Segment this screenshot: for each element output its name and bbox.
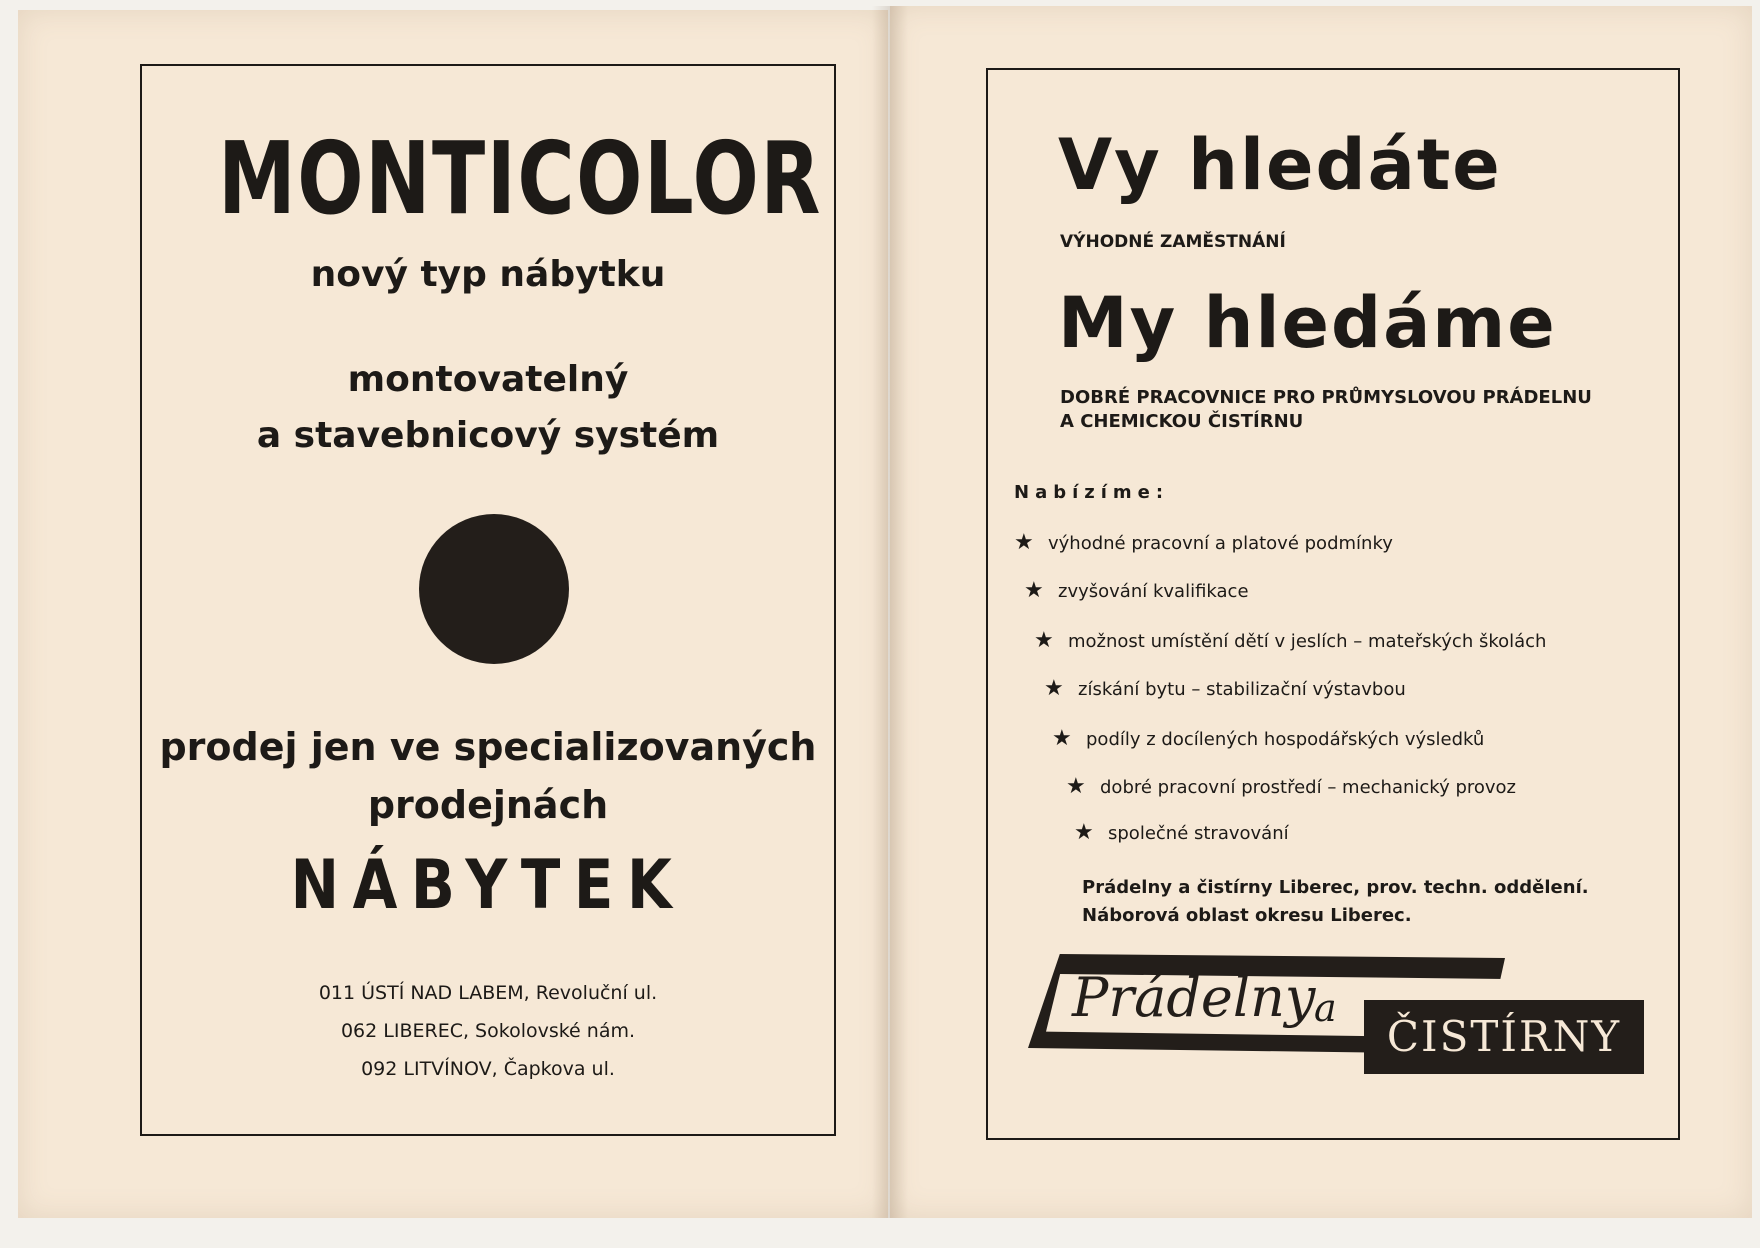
- offer-item: [1034, 628, 1546, 653]
- offer-text: výhodné pracovní a platové podmínky: [1048, 533, 1393, 554]
- address-line: 011 ÚSTÍ NAD LABEM, Revoluční ul.: [318, 982, 658, 1004]
- star-icon: ★: [1066, 774, 1086, 799]
- star-icon: ★: [1014, 530, 1034, 555]
- monticolor-ad: [140, 64, 836, 1136]
- offer-text: společné stravování: [1108, 823, 1289, 844]
- offer-item: [1066, 774, 1516, 799]
- subheadline-we-line: DOBRÉ PRACOVNICE PRO PRŮMYSLOVOU PRÁDELNU: [1060, 387, 1592, 408]
- address-list: [142, 974, 834, 1088]
- offer-text: zvyšování kvalifikace: [1058, 581, 1249, 602]
- feature-text: [142, 352, 834, 464]
- subheadline-we-line: A CHEMICKOU ČISTÍRNU: [1060, 411, 1304, 432]
- headline-we: My hledáme: [1058, 282, 1557, 364]
- sales-text: [142, 718, 834, 834]
- star-icon: ★: [1074, 820, 1094, 845]
- offer-item: [1052, 726, 1484, 751]
- logo-script-text: Prádelny: [1072, 966, 1316, 1029]
- headline-you: Vy hledáte: [1058, 124, 1502, 206]
- sales-line: prodej jen ve specializovaných: [159, 725, 817, 769]
- offer-text: podíly z docílených hospodářských výsledků: [1086, 729, 1485, 750]
- page-gutter: [872, 6, 908, 1218]
- subheadline-you: VÝHODNÉ ZAMĚSTNÁNÍ: [1060, 232, 1286, 252]
- feature-line: a stavebnicový systém: [256, 415, 720, 456]
- star-icon: ★: [1052, 726, 1072, 751]
- logo-box-text: ČISTÍRNY: [1364, 1000, 1644, 1074]
- offer-item: [1024, 578, 1249, 603]
- contact-line: Prádelny a čistírny Liberec, prov. techn. oddělení.: [1082, 877, 1589, 898]
- black-circle-icon: [419, 514, 569, 664]
- contact-line: Náborová oblast okresu Liberec.: [1082, 905, 1412, 926]
- star-icon: ★: [1044, 676, 1064, 701]
- star-icon: ★: [1034, 628, 1054, 653]
- sales-line: prodejnách: [367, 783, 609, 827]
- offer-heading: Nabízíme:: [1014, 482, 1170, 503]
- offer-text: dobré pracovní prostředí – mechanický provoz: [1100, 777, 1517, 798]
- tagline: nový typ nábytku: [310, 254, 666, 295]
- offer-item: [1044, 676, 1406, 701]
- address-line: 092 LITVÍNOV, Čapkova ul.: [361, 1058, 615, 1080]
- offer-text: získání bytu – stabilizační výstavbou: [1078, 679, 1406, 700]
- contact-info: [1082, 874, 1589, 930]
- offer-text: možnost umístění dětí v jeslích – mateřských školách: [1068, 631, 1547, 652]
- subheadline-we: [1060, 386, 1592, 434]
- recruitment-ad: [986, 68, 1680, 1140]
- store-name: NÁBYTEK: [290, 846, 686, 925]
- star-icon: ★: [1024, 578, 1044, 603]
- logo-conjunction: a: [1314, 986, 1337, 1030]
- address-line: 062 LIBEREC, Sokolovské nám.: [340, 1020, 636, 1042]
- feature-line: montovatelný: [347, 359, 629, 400]
- company-logo: [1028, 944, 1644, 1084]
- offer-item: [1014, 530, 1393, 555]
- brand-title: MONTICOLOR: [218, 120, 822, 237]
- offer-item: [1074, 820, 1289, 845]
